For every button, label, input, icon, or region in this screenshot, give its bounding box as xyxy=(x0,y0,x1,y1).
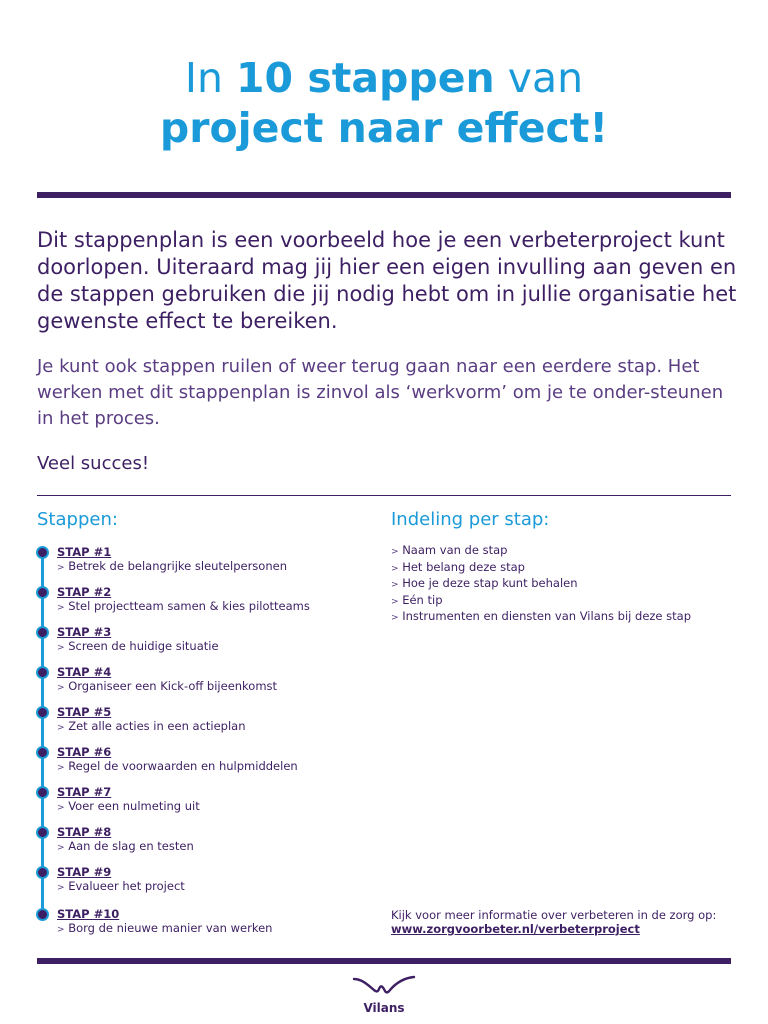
bullet-glyph: > xyxy=(57,723,65,733)
bullet-glyph: > xyxy=(57,683,65,693)
step-item xyxy=(57,585,310,615)
steps-timeline xyxy=(41,552,44,914)
intro-paragraph-secondary: Je kunt ook stappen ruilen of weer terug gaan naar een eerdere stap. Het werken met dit stappenplan is zinvol als ‘werkvorm’ om je te onder-steunen in het proces. xyxy=(37,356,724,429)
step-item xyxy=(57,745,298,775)
step-description: Regel de voorwaarden en hulpmiddelen xyxy=(68,759,298,773)
step-item xyxy=(57,865,185,895)
page-title-line1 xyxy=(0,53,768,103)
list-item xyxy=(391,609,691,626)
layout-heading: Indeling per stap: xyxy=(391,509,550,530)
closing-text: Veel succes! xyxy=(37,453,150,474)
logo-text: Vilans xyxy=(363,1001,405,1015)
step-description: Evalueer het project xyxy=(68,879,185,893)
layout-item-label: Hoe je deze stap kunt behalen xyxy=(402,576,578,591)
step-number[interactable]: STAP #7 xyxy=(57,785,112,799)
timeline-dot xyxy=(36,908,49,921)
step-description: Stel projectteam samen & kies pilotteams xyxy=(68,599,310,613)
layout-item-label: Eén tip xyxy=(402,592,443,607)
layout-item-label: Het belang deze stap xyxy=(402,559,525,574)
bullet-glyph: > xyxy=(57,925,65,935)
step-number[interactable]: STAP #2 xyxy=(57,585,112,599)
step-description: Borg de nieuwe manier van werken xyxy=(68,921,273,935)
step-item xyxy=(57,785,200,815)
step-description: Aan de slag en testen xyxy=(68,839,194,853)
step-number[interactable]: STAP #5 xyxy=(57,705,112,719)
timeline-dot xyxy=(36,666,49,679)
list-item xyxy=(391,576,691,593)
step-description: Voer een nulmeting uit xyxy=(68,799,200,813)
step-item xyxy=(57,907,272,937)
bullet-glyph: > xyxy=(391,563,399,574)
title-prefix: In xyxy=(184,54,223,102)
title-suffix: van xyxy=(507,54,584,102)
bullet-glyph: > xyxy=(391,596,399,607)
step-description: Screen de huidige situatie xyxy=(68,639,219,653)
layout-item-label: Naam van de stap xyxy=(402,543,508,557)
steps-heading: Stappen: xyxy=(37,509,118,530)
step-item xyxy=(57,705,246,735)
step-item xyxy=(57,625,219,655)
bullet-glyph: > xyxy=(391,580,399,591)
step-number[interactable]: STAP #6 xyxy=(57,745,112,759)
bullet-glyph: > xyxy=(57,883,65,893)
step-number[interactable]: STAP #10 xyxy=(57,907,120,921)
step-description: Organiseer een Kick-off bijeenkomst xyxy=(68,679,278,693)
step-item xyxy=(57,545,287,575)
bullet-glyph: > xyxy=(57,803,65,813)
timeline-dot xyxy=(36,866,49,879)
timeline-dot xyxy=(36,786,49,799)
bullet-glyph: > xyxy=(391,613,399,624)
list-item xyxy=(391,543,691,560)
step-number[interactable]: STAP #4 xyxy=(57,665,112,679)
more-info xyxy=(391,908,716,936)
step-item xyxy=(57,665,277,695)
section-divider xyxy=(37,495,731,496)
bottom-divider xyxy=(37,958,731,964)
step-description: Zet alle acties in een actieplan xyxy=(68,719,246,733)
timeline-dot xyxy=(36,626,49,639)
step-number[interactable]: STAP #8 xyxy=(57,825,112,839)
step-description: Betrek de belangrijke sleutelpersonen xyxy=(68,559,287,573)
bullet-glyph: > xyxy=(391,547,399,557)
step-number[interactable]: STAP #9 xyxy=(57,865,112,879)
timeline-dot xyxy=(36,706,49,719)
top-divider xyxy=(37,192,731,198)
bullet-glyph: > xyxy=(57,603,65,613)
list-item xyxy=(391,560,691,577)
bullet-glyph: > xyxy=(57,843,65,853)
timeline-dot xyxy=(36,746,49,759)
step-item xyxy=(57,825,194,855)
bullet-glyph: > xyxy=(57,643,65,653)
title-highlight: 10 stappen xyxy=(236,54,495,102)
bullet-glyph: > xyxy=(57,563,65,573)
timeline-dot xyxy=(36,826,49,839)
vilans-logo xyxy=(352,975,416,1015)
timeline-dot xyxy=(36,546,49,559)
intro-paragraph: Dit stappenplan is een voorbeeld hoe je een verbeterproject kunt doorlopen. Uiteraard mag jij hier een eigen invulling aan geven en de stappen gebruiken die jij nodig hebt om in jullie organisatie het gewenste effect te bereiken. xyxy=(37,228,737,333)
more-info-text: Kijk voor meer informatie over verbeteren in de zorg op: xyxy=(391,908,717,922)
step-number[interactable]: STAP #1 xyxy=(57,545,112,559)
page-title-line2: project naar effect! xyxy=(159,104,609,152)
more-info-link[interactable]: www.zorgvoorbeter.nl/verbeterproject xyxy=(391,922,640,936)
vilans-logo-icon xyxy=(352,975,416,997)
bullet-glyph: > xyxy=(57,763,65,773)
timeline-dot xyxy=(36,586,49,599)
layout-list xyxy=(391,543,691,626)
layout-item-label: Instrumenten en diensten van Vilans bij deze stap xyxy=(402,609,692,624)
step-number[interactable]: STAP #3 xyxy=(57,625,112,639)
list-item xyxy=(391,593,691,610)
